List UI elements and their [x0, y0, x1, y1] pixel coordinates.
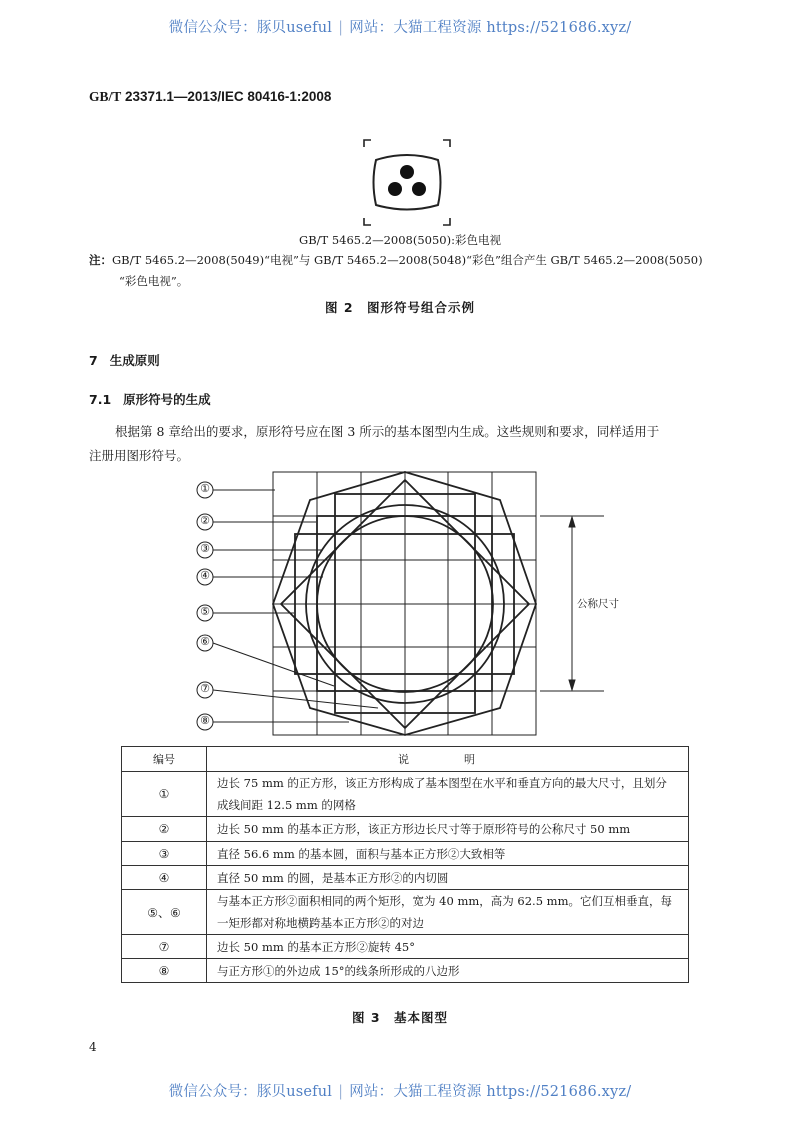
row-description: 边长 50 mm 的基本正方形②旋转 45°: [207, 935, 689, 959]
header-description: 说 明: [207, 747, 689, 772]
color-tv-symbol-icon: [364, 140, 450, 225]
watermark-separator: |: [338, 1084, 344, 1100]
section-number: 7: [89, 353, 98, 368]
figure2-title: 图 2 图形符号组合示例: [324, 300, 476, 315]
table-header-row: [122, 747, 689, 772]
row-number: ③: [122, 842, 207, 866]
callout-1: ①: [200, 482, 210, 495]
standard-gb: GB/T: [89, 89, 122, 104]
section-7-1-paragraph: [89, 420, 719, 468]
callout-5: ⑤: [200, 605, 210, 618]
callouts: [197, 482, 378, 730]
row-number: ⑦: [122, 935, 207, 959]
watermark-site: 网站：大猫工程资源 https://521686.xyz/: [349, 20, 632, 36]
callout-6: ⑥: [200, 635, 210, 648]
row-description: 边长 75 mm 的正方形，该正方形构成了基本图型在水平和垂直方向的最大尺寸，且划分成线间距 12.5 mm 的网格: [207, 772, 689, 817]
figure3-title: 图 3 基本图型: [351, 1010, 449, 1025]
watermark-wechat: 微信公众号：豚贝useful: [168, 1084, 333, 1100]
callout-8: ⑧: [200, 714, 210, 727]
header-number: 编号: [122, 747, 207, 772]
table-row: [122, 935, 689, 959]
section-number: 7.1: [89, 392, 112, 407]
row-number: ①: [122, 772, 207, 817]
table-row: [122, 959, 689, 983]
row-number: ②: [122, 817, 207, 842]
row-description: 与正方形①的外边成 15°的线条所形成的八边形: [207, 959, 689, 983]
section-title: 生成原则: [109, 353, 160, 368]
callout-4: ④: [200, 569, 210, 582]
note-line-1: GB/T 5465.2—2008(5049)“电视”与 GB/T 5465.2—2008(5048)“彩色”组合产生 GB/T 5465.2—2008(5050): [112, 253, 703, 267]
table-row: [122, 866, 689, 890]
section-title: 原形符号的生成: [123, 392, 211, 407]
note-label: 注：: [89, 253, 112, 267]
standard-number: 23371.1—2013/IEC 80416-1:2008: [125, 89, 332, 104]
watermark-wechat: 微信公众号：豚贝useful: [168, 20, 333, 36]
page-number: 4: [89, 1040, 97, 1054]
watermark-separator: |: [338, 20, 344, 36]
row-number: ④: [122, 866, 207, 890]
paragraph-line-1: 根据第 8 章给出的要求，原形符号应在图 3 所示的基本图型内生成。这些规则和要求，同样适用于: [115, 424, 660, 439]
watermark-site: 网站：大猫工程资源 https://521686.xyz/: [349, 1084, 632, 1100]
table-row: [122, 890, 689, 935]
grid-square-75mm: [273, 472, 536, 735]
row-description: 边长 50 mm 的基本正方形，该正方形边长尺寸等于原形符号的公称尺寸 50 mm: [207, 817, 689, 842]
bottom-watermark: [0, 1080, 800, 1101]
paragraph-line-2: 注册用图形符号。: [89, 448, 190, 463]
symbol-caption: GB/T 5465.2—2008(5050):彩色电视: [299, 233, 501, 247]
figure2-note: [89, 250, 729, 292]
basic-pattern-drawing: [273, 472, 536, 735]
row-description: 直径 56.6 mm 的基本圆，面积与基本正方形②大致相等: [207, 842, 689, 866]
row-number: ⑧: [122, 959, 207, 983]
legend-table: [121, 746, 689, 983]
table-row: [122, 842, 689, 866]
section-7-1-heading: [89, 390, 211, 408]
callout-2: ②: [200, 514, 210, 527]
row-description: 与基本正方形②面积相同的两个矩形，宽为 40 mm，高为 62.5 mm。它们互相垂直，每一矩形都对称地横跨基本正方形②的对边: [207, 890, 689, 935]
section-7-heading: [89, 351, 160, 369]
table-row: [122, 772, 689, 817]
row-description: 直径 50 mm 的圆，是基本正方形②的内切圆: [207, 866, 689, 890]
note-line-2: “彩色电视”。: [119, 274, 189, 288]
callout-3: ③: [200, 542, 210, 555]
nominal-size-label: 公称尺寸: [577, 598, 619, 610]
callout-7: ⑦: [200, 682, 210, 695]
table-row: [122, 817, 689, 842]
row-number: ⑤、⑥: [122, 890, 207, 935]
